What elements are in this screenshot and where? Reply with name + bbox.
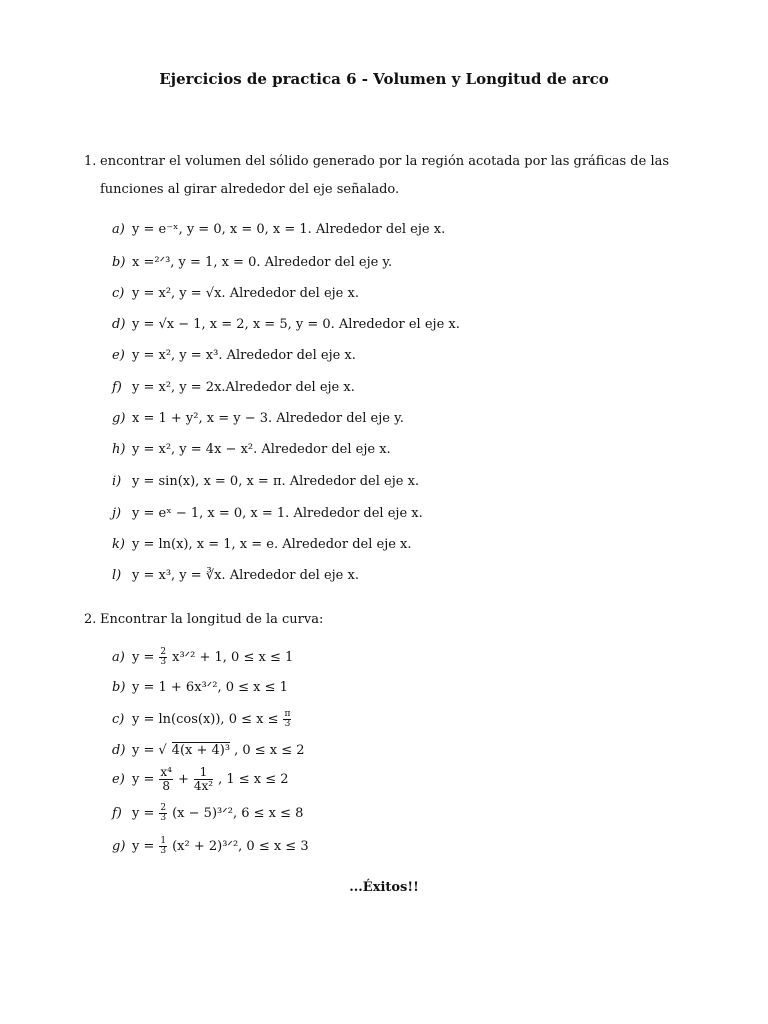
list-item bbox=[112, 804, 303, 823]
item-expression-prefix: y = bbox=[132, 806, 155, 821]
fraction-numerator: 2 bbox=[160, 647, 167, 657]
list-item bbox=[112, 442, 391, 457]
list-item bbox=[112, 474, 419, 489]
item-expression: y = eˣ − 1, x = 0, x = 1. Alrededor del eje x. bbox=[132, 506, 423, 521]
list-item bbox=[112, 411, 404, 426]
list-item bbox=[112, 710, 292, 729]
item-expression-prefix: y = bbox=[132, 839, 155, 854]
item-label: g) bbox=[112, 839, 126, 854]
item-label: f) bbox=[112, 380, 122, 395]
item-label: a) bbox=[112, 650, 125, 665]
list-item bbox=[112, 380, 355, 395]
fraction bbox=[159, 804, 167, 823]
section-2-text: Encontrar la longitud de la curva: bbox=[100, 612, 324, 627]
list-item bbox=[112, 680, 288, 695]
fraction bbox=[194, 766, 213, 793]
item-label: h) bbox=[112, 442, 126, 457]
item-expression-suffix: (x − 5)³ᐟ², 6 ≤ x ≤ 8 bbox=[172, 806, 304, 821]
plus-sign: + bbox=[177, 772, 189, 787]
item-expression: y = 1 + 6x³ᐟ², 0 ≤ x ≤ 1 bbox=[132, 680, 288, 695]
item-expression: y = x², y = 4x − x². Alrededor del eje x. bbox=[132, 442, 391, 457]
item-expression: y = x², y = √x. Alrededor del eje x. bbox=[132, 286, 359, 301]
fraction-denominator: 4x² bbox=[193, 779, 214, 793]
item-expression: y = x², y = 2x.Alrededor del eje x. bbox=[132, 380, 355, 395]
item-label: l) bbox=[112, 568, 122, 583]
item-expression-suffix: x³ᐟ² + 1, 0 ≤ x ≤ 1 bbox=[172, 650, 294, 665]
section-1-number: 1. bbox=[84, 154, 97, 169]
page-title: Ejercicios de practica 6 - Volumen y Longitud de arco bbox=[159, 70, 609, 88]
list-item bbox=[112, 742, 305, 758]
item-label: c) bbox=[112, 286, 125, 301]
item-label: b) bbox=[112, 255, 126, 270]
fraction-numerator: 1 bbox=[194, 766, 213, 780]
item-label: f) bbox=[112, 806, 122, 821]
fraction-numerator: x⁴ bbox=[160, 765, 172, 779]
item-label: d) bbox=[112, 742, 126, 758]
item-expression: x = 1 + y², x = y − 3. Alrededor del eje y. bbox=[132, 411, 404, 426]
item-expression: y = sin(x), x = 0, x = π. Alrededor del eje x. bbox=[132, 474, 420, 489]
item-label: i) bbox=[112, 474, 122, 489]
fraction-numerator: 1 bbox=[160, 836, 167, 846]
item-label: j) bbox=[112, 506, 122, 521]
item-expression: y = ln(x), x = 1, x = e. Alrededor del eje x. bbox=[132, 537, 412, 552]
list-item bbox=[112, 222, 445, 237]
fraction-denominator: 3 bbox=[160, 657, 167, 667]
item-expression-suffix: (x² + 2)³ᐟ², 0 ≤ x ≤ 3 bbox=[172, 839, 309, 854]
item-label: d) bbox=[112, 317, 126, 332]
list-item bbox=[112, 317, 460, 332]
item-expression-prefix: y = bbox=[132, 742, 155, 758]
list-item bbox=[112, 537, 412, 552]
fraction bbox=[159, 766, 173, 793]
list-item bbox=[112, 348, 356, 363]
sqrt-radicand: 4(x + 4)³ bbox=[171, 743, 231, 758]
fraction-denominator: 3 bbox=[284, 719, 291, 729]
item-expression-suffix: , 0 ≤ x ≤ 2 bbox=[234, 742, 305, 758]
item-expression-prefix: y = bbox=[132, 650, 155, 665]
fraction-numerator: 2 bbox=[160, 803, 167, 813]
fraction bbox=[283, 710, 291, 729]
item-label: b) bbox=[112, 680, 126, 695]
item-expression: y = x², y = x³. Alrededor del eje x. bbox=[132, 348, 356, 363]
list-item bbox=[112, 506, 423, 521]
fraction-denominator: 3 bbox=[160, 813, 167, 823]
item-label: a) bbox=[112, 222, 125, 237]
section-2-number: 2. bbox=[84, 612, 97, 627]
sqrt-sign: √ bbox=[158, 742, 167, 758]
item-expression: y = √x − 1, x = 2, x = 5, y = 0. Alrededor el eje x. bbox=[132, 317, 460, 332]
list-item bbox=[112, 255, 392, 270]
section-1-text: encontrar el volumen del sólido generado por la región acotada por las gráficas de las funciones al girar alrededor del eje señalado. bbox=[100, 154, 670, 197]
list-item bbox=[112, 648, 293, 667]
fraction-denominator: 8 bbox=[162, 779, 170, 793]
item-label: c) bbox=[112, 712, 125, 727]
closing-message: ...Éxitos!! bbox=[349, 880, 419, 895]
fraction-denominator: 3 bbox=[160, 846, 167, 856]
list-item bbox=[112, 568, 359, 583]
item-expression-prefix: y = ln(cos(x)), 0 ≤ x ≤ bbox=[132, 712, 279, 727]
item-label: k) bbox=[112, 537, 125, 552]
list-item bbox=[112, 286, 359, 301]
list-item bbox=[112, 766, 289, 793]
item-expression: x =²ᐟ³, y = 1, x = 0. Alrededor del eje y. bbox=[132, 255, 393, 270]
item-expression-prefix: y = bbox=[132, 772, 155, 787]
item-label: e) bbox=[112, 348, 125, 363]
fraction bbox=[159, 648, 167, 667]
item-expression: y = x³, y = ∛x. Alrededor del eje x. bbox=[132, 568, 359, 583]
item-expression-suffix: , 1 ≤ x ≤ 2 bbox=[218, 772, 289, 787]
fraction-numerator: π bbox=[284, 709, 291, 719]
item-label: g) bbox=[112, 411, 126, 426]
list-item bbox=[112, 837, 309, 856]
item-label: e) bbox=[112, 772, 125, 787]
fraction bbox=[159, 837, 167, 856]
item-expression: y = e⁻ˣ, y = 0, x = 0, x = 1. Alrededor del eje x. bbox=[132, 222, 446, 237]
